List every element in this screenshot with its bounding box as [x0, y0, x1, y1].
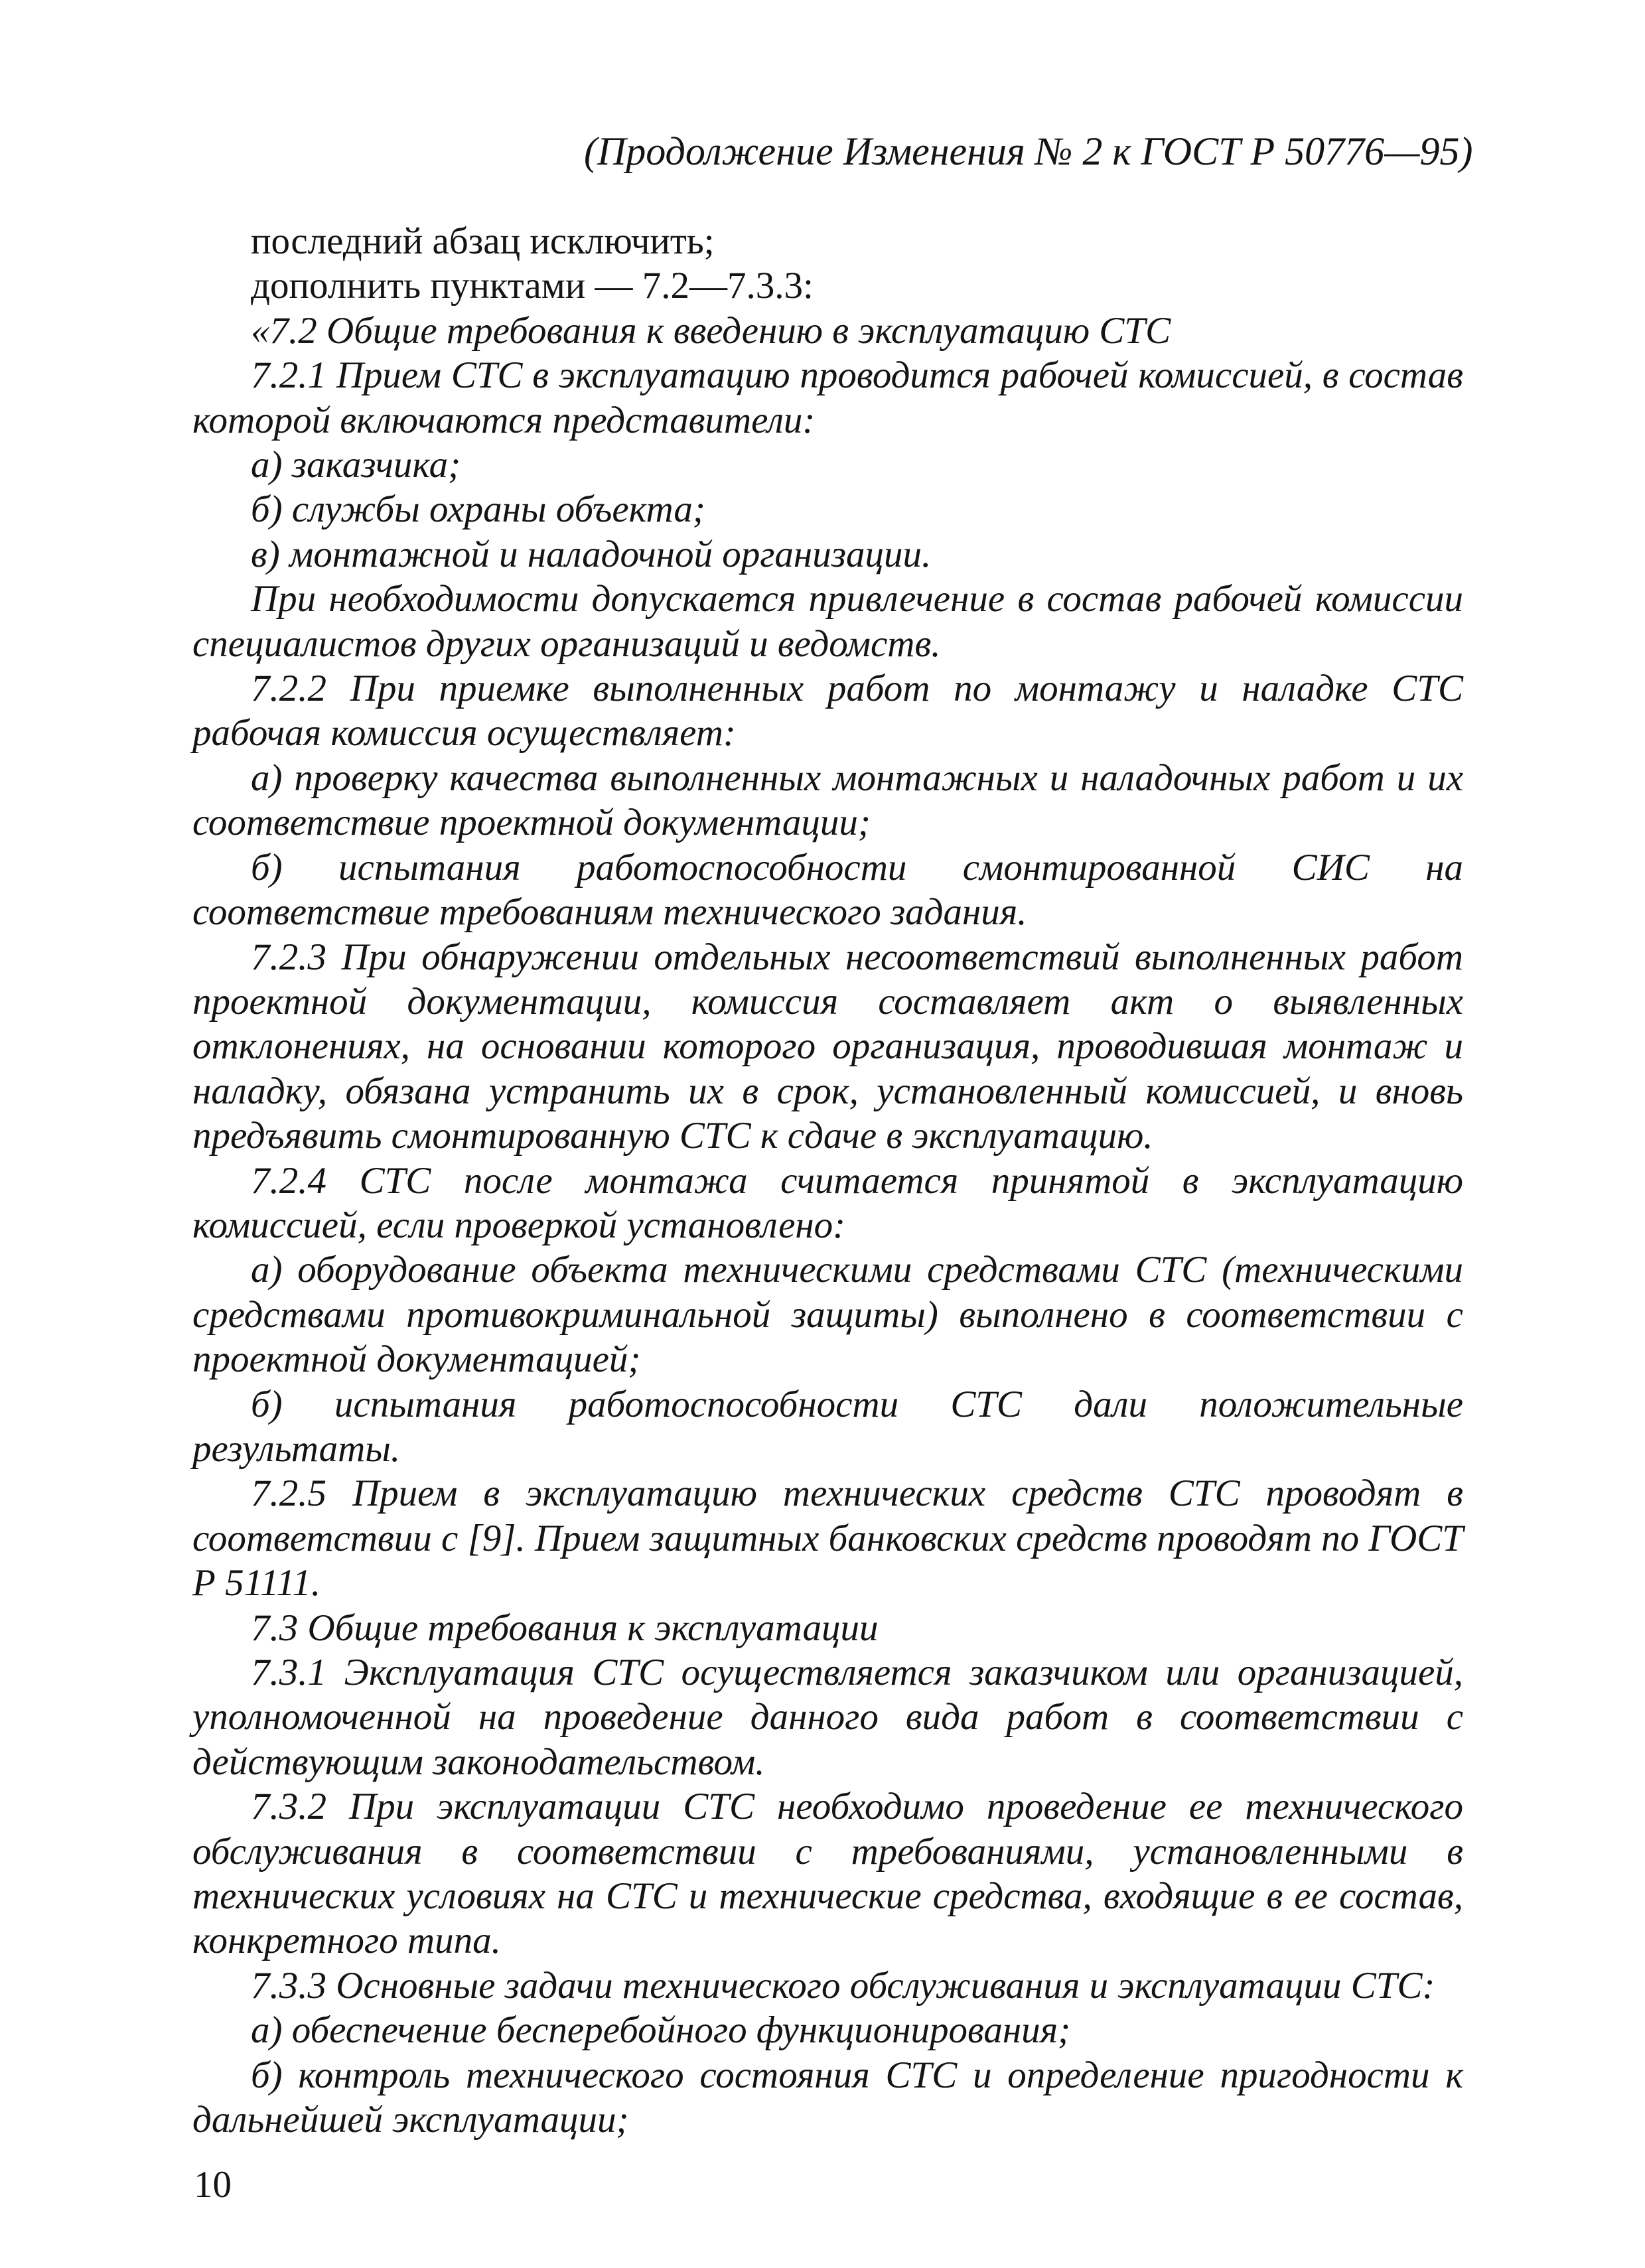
clause-7-3-2: 7.3.2 При эксплуатации СТС необходимо проведение ее технического обслуживания в соответствии с требованиями, установленными в технических условиях на СТС и технические средства, входящие в ее состав, конкретного типа.	[192, 1786, 1463, 1962]
document-body	[192, 219, 1463, 2142]
paragraph-delete-last: последний абзац исключить;	[251, 220, 715, 262]
clause-7-2-3: 7.2.3 При обнаружении отдельных несоответствий выполненных работ проектной документации, комиссия составляет акт о выявленных отклонениях, на основании которого организация, проводившая монтаж и наладку, обязана устранить их в срок, установленный комиссией, и вновь предъявить смонтированную СТС к сдаче в эксплуатацию.	[192, 936, 1463, 1157]
list-item: б) контроль технического состояния СТС и определение пригодности к дальнейшей эксплуатации;	[192, 2054, 1463, 2141]
list-item: б) испытания работоспособности СТС дали положительные результаты.	[192, 1383, 1463, 1470]
paragraph-add-items: дополнить пунктами — 7.2—7.3.3:	[251, 265, 814, 307]
section-heading-7-3: 7.3 Общие требования к эксплуатации	[251, 1606, 879, 1649]
list-item: в) монтажной и наладочной организации.	[251, 533, 932, 575]
paragraph-specialists: При необходимости допускается привлечение в состав рабочей комиссии специалистов других организаций и ведомств.	[192, 578, 1463, 665]
list-item: а) оборудование объекта техническими средствами СТС (техническими средствами противокриминальной защиты) выполнено в соответствии с проектной документацией;	[192, 1249, 1463, 1381]
clause-7-2-2: 7.2.2 При приемке выполненных работ по монтажу и наладке СТС рабочая комиссия осуществляет:	[192, 668, 1463, 754]
clause-7-2-1: 7.2.1 Прием СТС в эксплуатацию проводится рабочей комиссией, в состав которой включаются представители:	[192, 354, 1463, 441]
section-heading-7-2: «7.2 Общие требования к введению в эксплуатацию СТС	[251, 309, 1171, 352]
page-number: 10	[194, 2164, 232, 2206]
list-item: б) службы охраны объекта;	[251, 488, 705, 531]
list-item: а) проверку качества выполненных монтажных и наладочных работ и их соответствие проектной документации;	[192, 756, 1463, 844]
list-item: б) испытания работоспособности смонтированной СИС на соответствие требованиям технического задания.	[192, 846, 1463, 934]
clause-7-2-4: 7.2.4 СТС после монтажа считается принятой в эксплуатацию комиссией, если проверкой установлено:	[192, 1159, 1463, 1246]
clause-7-3-3: 7.3.3 Основные задачи технического обслуживания и эксплуатации СТС:	[251, 1964, 1435, 2007]
list-item: а) заказчика;	[251, 444, 461, 486]
clause-7-3-1: 7.3.1 Эксплуатация СТС осуществляется заказчиком или организацией, уполномоченной на проведение данного вида работ в соответствии с действующим законодательством.	[192, 1652, 1463, 1783]
clause-7-2-5: 7.2.5 Прием в эксплуатацию технических средств СТС проводят в соответствии с [9]. Прием защитных банковских средств проводят по ГОСТ Р 51111.	[192, 1472, 1463, 1604]
continuation-header: (Продолжение Изменения № 2 к ГОСТ Р 50776—95)	[584, 129, 1473, 173]
list-item: а) обеспечение бесперебойного функционирования;	[251, 2009, 1071, 2052]
